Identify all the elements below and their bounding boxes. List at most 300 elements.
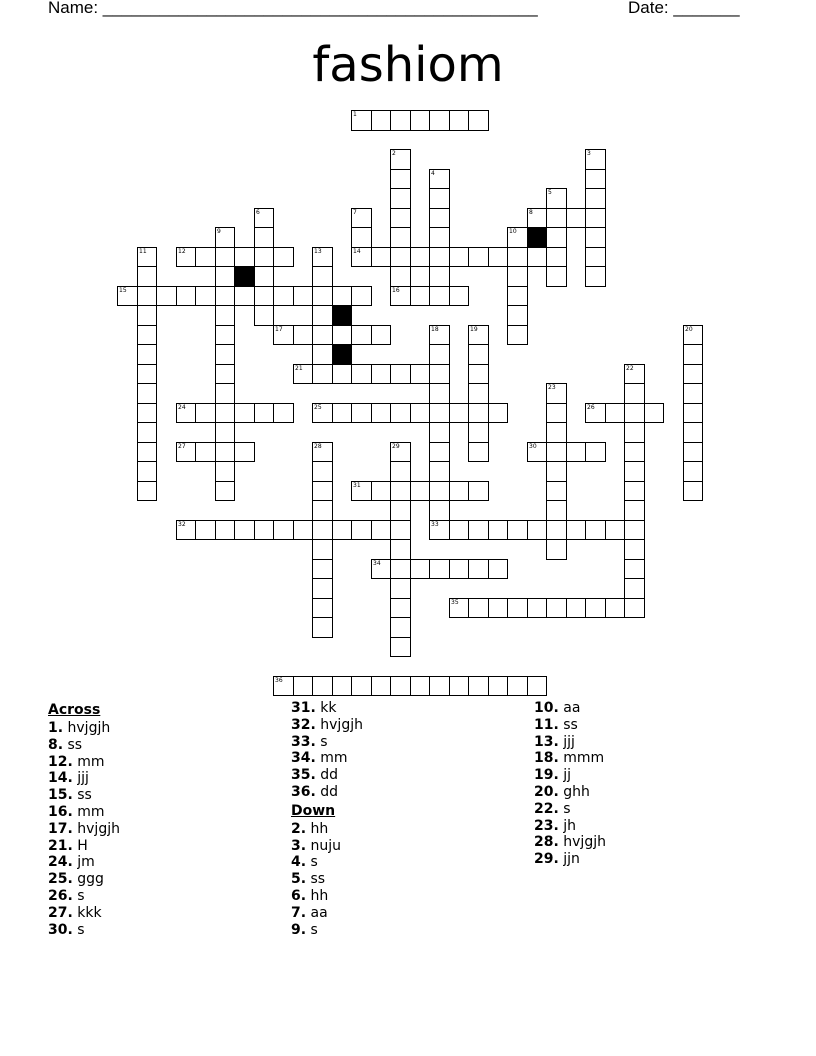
- grid-cell[interactable]: [546, 539, 567, 560]
- grid-cell[interactable]: [585, 149, 606, 170]
- grid-cell[interactable]: [429, 286, 450, 306]
- grid-cell[interactable]: [429, 559, 450, 579]
- grid-cell[interactable]: [449, 520, 469, 540]
- grid-cell[interactable]: [624, 383, 645, 404]
- grid-cell[interactable]: [624, 422, 645, 443]
- clue-item: [534, 750, 606, 767]
- grid-cell[interactable]: [390, 637, 411, 657]
- grid-cell[interactable]: [624, 364, 645, 384]
- grid-cell[interactable]: [429, 500, 450, 521]
- grid-cell[interactable]: [507, 325, 528, 345]
- clue-item: [291, 717, 363, 734]
- grid-cell[interactable]: [429, 442, 450, 462]
- grid-cell[interactable]: [215, 520, 235, 540]
- grid-cell[interactable]: [585, 266, 606, 287]
- grid-cell[interactable]: [312, 442, 333, 462]
- grid-cell[interactable]: [585, 403, 606, 423]
- clue-item: [291, 750, 363, 767]
- grid-cell[interactable]: [410, 481, 430, 501]
- grid-cell[interactable]: [429, 169, 450, 189]
- grid-cell[interactable]: [332, 676, 352, 696]
- grid-cell[interactable]: [312, 481, 333, 501]
- grid-cell[interactable]: [624, 481, 645, 501]
- grid-cell[interactable]: [273, 403, 294, 423]
- grid-cell[interactable]: [527, 442, 547, 462]
- grid-cell[interactable]: [507, 676, 528, 696]
- grid-cell[interactable]: [351, 208, 372, 228]
- grid-cell[interactable]: [410, 403, 430, 423]
- black-square: [332, 344, 352, 365]
- grid-cell[interactable]: [312, 344, 333, 365]
- grid-cell[interactable]: [176, 286, 196, 306]
- grid-cell[interactable]: [312, 286, 333, 306]
- grid-cell[interactable]: [390, 598, 411, 618]
- grid-cell[interactable]: [390, 208, 411, 228]
- grid-cell[interactable]: [312, 676, 333, 696]
- grid-cell[interactable]: [351, 247, 372, 267]
- grid-cell[interactable]: [683, 461, 703, 482]
- grid-cell[interactable]: [683, 481, 703, 501]
- grid-cell[interactable]: [312, 325, 333, 345]
- grid-cell[interactable]: [624, 403, 645, 423]
- grid-cell[interactable]: [371, 403, 391, 423]
- grid-cell[interactable]: [429, 266, 450, 287]
- grid-cell[interactable]: [566, 442, 586, 462]
- grid-cell[interactable]: [390, 559, 411, 579]
- grid-cell[interactable]: [683, 344, 703, 365]
- grid-cell[interactable]: [312, 364, 333, 384]
- grid-cell[interactable]: [351, 364, 372, 384]
- clues-column-1: [48, 700, 120, 938]
- grid-cell[interactable]: [410, 286, 430, 306]
- grid-cell[interactable]: [468, 325, 489, 345]
- grid-cell[interactable]: [488, 403, 508, 423]
- clue-number: 15.: [48, 787, 73, 804]
- clue-item: [534, 801, 606, 818]
- clue-text: s: [77, 921, 85, 938]
- grid-cell[interactable]: [351, 520, 372, 540]
- grid-cell[interactable]: [351, 481, 372, 501]
- grid-cell[interactable]: [546, 227, 567, 248]
- grid-cell[interactable]: [273, 676, 294, 696]
- grid-cell[interactable]: [468, 110, 489, 131]
- grid-cell[interactable]: [215, 266, 235, 287]
- grid-cell[interactable]: [254, 520, 274, 540]
- grid-cell[interactable]: [390, 169, 411, 189]
- grid-cell[interactable]: [429, 403, 450, 423]
- clue-number: 5.: [291, 871, 307, 888]
- grid-cell[interactable]: [429, 383, 450, 404]
- grid-cell[interactable]: [234, 247, 255, 267]
- grid-cell[interactable]: [546, 500, 567, 521]
- grid-cell[interactable]: [585, 169, 606, 189]
- grid-cell[interactable]: [390, 247, 411, 267]
- grid-cell[interactable]: [527, 520, 547, 540]
- grid-cell[interactable]: [371, 325, 391, 345]
- grid-cell[interactable]: [332, 364, 352, 384]
- clue-text: jjn: [563, 851, 580, 868]
- grid-cell[interactable]: [215, 305, 235, 326]
- grid-cell[interactable]: [351, 325, 372, 345]
- grid-cell[interactable]: [468, 422, 489, 443]
- grid-cell[interactable]: [468, 520, 489, 540]
- grid-cell[interactable]: [312, 559, 333, 579]
- grid-cell[interactable]: [215, 383, 235, 404]
- grid-cell[interactable]: [390, 578, 411, 599]
- grid-cell[interactable]: [624, 539, 645, 560]
- grid-cell[interactable]: [312, 500, 333, 521]
- grid-cell[interactable]: [546, 208, 567, 228]
- grid-cell[interactable]: [449, 110, 469, 131]
- grid-cell[interactable]: [137, 364, 157, 384]
- grid-cell[interactable]: [215, 461, 235, 482]
- grid-cell[interactable]: [429, 422, 450, 443]
- grid-cell[interactable]: [390, 266, 411, 287]
- grid-cell[interactable]: [176, 403, 196, 423]
- grid-cell[interactable]: [449, 598, 469, 618]
- grid-cell[interactable]: [332, 403, 352, 423]
- grid-cell[interactable]: [137, 325, 157, 345]
- grid-cell[interactable]: [429, 676, 450, 696]
- grid-cell[interactable]: [254, 208, 274, 228]
- grid-cell[interactable]: [410, 364, 430, 384]
- grid-cell[interactable]: [351, 676, 372, 696]
- clue-text: hh: [310, 820, 329, 837]
- grid-cell[interactable]: [546, 247, 567, 267]
- grid-cell[interactable]: [624, 559, 645, 579]
- grid-cell[interactable]: [507, 247, 528, 267]
- clue-text: jjj: [563, 733, 575, 750]
- grid-cell[interactable]: [215, 247, 235, 267]
- grid-cell[interactable]: [585, 247, 606, 267]
- grid-cell[interactable]: [390, 149, 411, 170]
- grid-cell[interactable]: [429, 481, 450, 501]
- grid-cell[interactable]: [566, 208, 586, 228]
- grid-cell[interactable]: [546, 383, 567, 404]
- grid-cell[interactable]: [488, 598, 508, 618]
- cell-number: 25: [314, 404, 322, 411]
- grid-cell[interactable]: [468, 344, 489, 365]
- grid-cell[interactable]: [332, 520, 352, 540]
- grid-cell[interactable]: [371, 559, 391, 579]
- grid-cell[interactable]: [137, 344, 157, 365]
- grid-cell[interactable]: [527, 247, 547, 267]
- clue-item: [534, 834, 606, 851]
- grid-cell[interactable]: [488, 559, 508, 579]
- grid-cell[interactable]: [605, 520, 625, 540]
- grid-cell[interactable]: [234, 520, 255, 540]
- grid-cell[interactable]: [273, 286, 294, 306]
- grid-cell[interactable]: [585, 520, 606, 540]
- grid-cell[interactable]: [449, 481, 469, 501]
- grid-cell[interactable]: [449, 403, 469, 423]
- cell-number: 34: [373, 560, 381, 567]
- grid-cell[interactable]: [137, 383, 157, 404]
- grid-cell[interactable]: [137, 305, 157, 326]
- grid-cell[interactable]: [390, 110, 411, 131]
- grid-cell[interactable]: [215, 364, 235, 384]
- grid-cell[interactable]: [449, 559, 469, 579]
- grid-cell[interactable]: [683, 422, 703, 443]
- grid-cell[interactable]: [546, 422, 567, 443]
- grid-cell[interactable]: [468, 403, 489, 423]
- clue-number: 31.: [291, 700, 316, 716]
- grid-cell[interactable]: [429, 461, 450, 482]
- grid-cell[interactable]: [332, 286, 352, 306]
- grid-cell[interactable]: [546, 520, 567, 540]
- grid-cell[interactable]: [176, 442, 196, 462]
- grid-cell[interactable]: [507, 598, 528, 618]
- grid-cell[interactable]: [429, 325, 450, 345]
- grid-cell[interactable]: [624, 461, 645, 482]
- grid-cell[interactable]: [254, 286, 274, 306]
- grid-cell[interactable]: [390, 500, 411, 521]
- grid-cell[interactable]: [215, 344, 235, 365]
- grid-cell[interactable]: [312, 403, 333, 423]
- grid-cell[interactable]: [429, 227, 450, 248]
- grid-cell[interactable]: [683, 364, 703, 384]
- grid-cell[interactable]: [137, 247, 157, 267]
- grid-cell[interactable]: [390, 364, 411, 384]
- grid-cell[interactable]: [507, 227, 528, 248]
- clue-item: [291, 905, 363, 922]
- grid-cell[interactable]: [117, 286, 138, 306]
- grid-cell[interactable]: [234, 286, 255, 306]
- grid-cell[interactable]: [410, 676, 430, 696]
- grid-cell[interactable]: [371, 247, 391, 267]
- grid-cell[interactable]: [195, 403, 216, 423]
- grid-cell[interactable]: [195, 286, 216, 306]
- grid-cell[interactable]: [254, 305, 274, 326]
- grid-cell[interactable]: [254, 266, 274, 287]
- grid-cell[interactable]: [624, 500, 645, 521]
- grid-cell[interactable]: [546, 403, 567, 423]
- grid-cell[interactable]: [546, 266, 567, 287]
- cell-number: 31: [353, 482, 361, 489]
- grid-cell[interactable]: [390, 520, 411, 540]
- grid-cell[interactable]: [312, 461, 333, 482]
- clue-number: 19.: [534, 767, 559, 784]
- grid-cell[interactable]: [429, 208, 450, 228]
- grid-cell[interactable]: [312, 520, 333, 540]
- grid-cell[interactable]: [312, 598, 333, 618]
- cell-number: 9: [217, 228, 221, 235]
- grid-cell[interactable]: [137, 461, 157, 482]
- grid-cell[interactable]: [585, 598, 606, 618]
- grid-cell[interactable]: [546, 461, 567, 482]
- grid-cell[interactable]: [234, 403, 255, 423]
- grid-cell[interactable]: [390, 403, 411, 423]
- grid-cell[interactable]: [390, 227, 411, 248]
- grid-cell[interactable]: [371, 364, 391, 384]
- grid-cell[interactable]: [215, 403, 235, 423]
- grid-cell[interactable]: [312, 539, 333, 560]
- grid-cell[interactable]: [429, 247, 450, 267]
- grid-cell[interactable]: [293, 520, 313, 540]
- grid-cell[interactable]: [507, 305, 528, 326]
- grid-cell[interactable]: [293, 325, 313, 345]
- grid-cell[interactable]: [449, 286, 469, 306]
- grid-cell[interactable]: [371, 520, 391, 540]
- grid-cell[interactable]: [351, 110, 372, 131]
- grid-cell[interactable]: [566, 598, 586, 618]
- grid-cell[interactable]: [390, 461, 411, 482]
- grid-cell[interactable]: [254, 403, 274, 423]
- grid-cell[interactable]: [390, 286, 411, 306]
- grid-cell[interactable]: [137, 422, 157, 443]
- grid-cell[interactable]: [429, 520, 450, 540]
- clue-item: [48, 838, 120, 855]
- grid-cell[interactable]: [137, 481, 157, 501]
- clue-number: 30.: [48, 921, 73, 938]
- grid-cell[interactable]: [215, 286, 235, 306]
- clue-number: 3.: [291, 837, 307, 854]
- grid-cell[interactable]: [390, 617, 411, 638]
- grid-cell[interactable]: [468, 247, 489, 267]
- grid-cell[interactable]: [605, 403, 625, 423]
- grid-cell[interactable]: [585, 188, 606, 209]
- clue-item: [534, 784, 606, 801]
- puzzle-title: fashiom: [312, 37, 504, 93]
- grid-cell[interactable]: [683, 403, 703, 423]
- grid-cell[interactable]: [312, 578, 333, 599]
- clue-text: H: [77, 837, 88, 854]
- grid-cell[interactable]: [371, 481, 391, 501]
- grid-cell[interactable]: [468, 442, 489, 462]
- grid-cell[interactable]: [371, 676, 391, 696]
- clue-text: s: [310, 854, 318, 871]
- grid-cell[interactable]: [215, 481, 235, 501]
- clue-item: [291, 784, 363, 801]
- grid-cell[interactable]: [390, 442, 411, 462]
- grid-cell[interactable]: [312, 266, 333, 287]
- grid-cell[interactable]: [293, 286, 313, 306]
- grid-cell[interactable]: [546, 598, 567, 618]
- grid-cell[interactable]: [176, 520, 196, 540]
- grid-cell[interactable]: [312, 305, 333, 326]
- grid-cell[interactable]: [507, 520, 528, 540]
- grid-cell[interactable]: [683, 442, 703, 462]
- clue-item: [534, 818, 606, 835]
- grid-cell[interactable]: [507, 266, 528, 287]
- grid-cell[interactable]: [468, 559, 489, 579]
- grid-cell[interactable]: [390, 539, 411, 560]
- grid-cell[interactable]: [137, 403, 157, 423]
- grid-cell[interactable]: [449, 676, 469, 696]
- grid-cell[interactable]: [410, 247, 430, 267]
- grid-cell[interactable]: [273, 247, 294, 267]
- grid-cell[interactable]: [195, 247, 216, 267]
- grid-cell[interactable]: [293, 676, 313, 696]
- grid-cell[interactable]: [683, 383, 703, 404]
- grid-cell[interactable]: [390, 188, 411, 209]
- clue-text: dd: [320, 783, 339, 800]
- grid-cell[interactable]: [215, 442, 235, 462]
- grid-cell[interactable]: [351, 286, 372, 306]
- grid-cell[interactable]: [234, 442, 255, 462]
- grid-cell[interactable]: [312, 247, 333, 267]
- grid-cell[interactable]: [176, 247, 196, 267]
- grid-cell[interactable]: [195, 442, 216, 462]
- grid-cell[interactable]: [624, 578, 645, 599]
- grid-cell[interactable]: [254, 247, 274, 267]
- grid-cell[interactable]: [390, 481, 411, 501]
- grid-cell[interactable]: [137, 266, 157, 287]
- clue-item: [48, 720, 120, 737]
- grid-cell[interactable]: [215, 422, 235, 443]
- clue-number: 17.: [48, 820, 73, 837]
- grid-cell[interactable]: [312, 617, 333, 638]
- grid-cell[interactable]: [585, 227, 606, 248]
- grid-cell[interactable]: [468, 598, 489, 618]
- cell-number: 26: [587, 404, 595, 411]
- grid-cell[interactable]: [566, 520, 586, 540]
- grid-cell[interactable]: [605, 598, 625, 618]
- grid-cell[interactable]: [371, 110, 391, 131]
- grid-cell[interactable]: [527, 598, 547, 618]
- grid-cell[interactable]: [410, 559, 430, 579]
- grid-cell[interactable]: [468, 364, 489, 384]
- grid-cell[interactable]: [624, 442, 645, 462]
- grid-cell[interactable]: [507, 286, 528, 306]
- grid-cell[interactable]: [624, 520, 645, 540]
- grid-cell[interactable]: [273, 520, 294, 540]
- grid-cell[interactable]: [644, 403, 664, 423]
- grid-cell[interactable]: [293, 364, 313, 384]
- clue-text: s: [563, 800, 571, 817]
- grid-cell[interactable]: [546, 481, 567, 501]
- grid-cell[interactable]: [332, 325, 352, 345]
- grid-cell[interactable]: [215, 227, 235, 248]
- cell-number: 14: [353, 248, 361, 255]
- grid-cell[interactable]: [468, 481, 489, 501]
- grid-cell[interactable]: [488, 247, 508, 267]
- grid-cell[interactable]: [254, 227, 274, 248]
- cell-number: 11: [139, 248, 147, 255]
- grid-cell[interactable]: [429, 110, 450, 131]
- grid-cell[interactable]: [215, 325, 235, 345]
- grid-cell[interactable]: [488, 520, 508, 540]
- grid-cell[interactable]: [468, 383, 489, 404]
- grid-cell[interactable]: [429, 344, 450, 365]
- grid-cell[interactable]: [488, 676, 508, 696]
- grid-cell[interactable]: [390, 676, 411, 696]
- grid-cell[interactable]: [546, 442, 567, 462]
- cell-number: 12: [178, 248, 186, 255]
- grid-cell[interactable]: [429, 188, 450, 209]
- grid-cell[interactable]: [683, 325, 703, 345]
- grid-cell[interactable]: [527, 208, 547, 228]
- grid-cell[interactable]: [468, 676, 489, 696]
- grid-cell[interactable]: [273, 325, 294, 345]
- clue-number: 14.: [48, 770, 73, 787]
- grid-cell[interactable]: [137, 442, 157, 462]
- grid-cell[interactable]: [351, 227, 372, 248]
- grid-cell[interactable]: [429, 364, 450, 384]
- grid-cell[interactable]: [585, 442, 606, 462]
- grid-cell[interactable]: [351, 403, 372, 423]
- grid-cell[interactable]: [156, 286, 177, 306]
- grid-cell[interactable]: [195, 520, 216, 540]
- grid-cell[interactable]: [624, 598, 645, 618]
- grid-cell[interactable]: [410, 110, 430, 131]
- grid-cell[interactable]: [585, 208, 606, 228]
- grid-cell[interactable]: [137, 286, 157, 306]
- grid-cell[interactable]: [527, 676, 547, 696]
- clue-text: ss: [67, 736, 83, 753]
- grid-cell[interactable]: [449, 247, 469, 267]
- grid-cell[interactable]: [546, 188, 567, 209]
